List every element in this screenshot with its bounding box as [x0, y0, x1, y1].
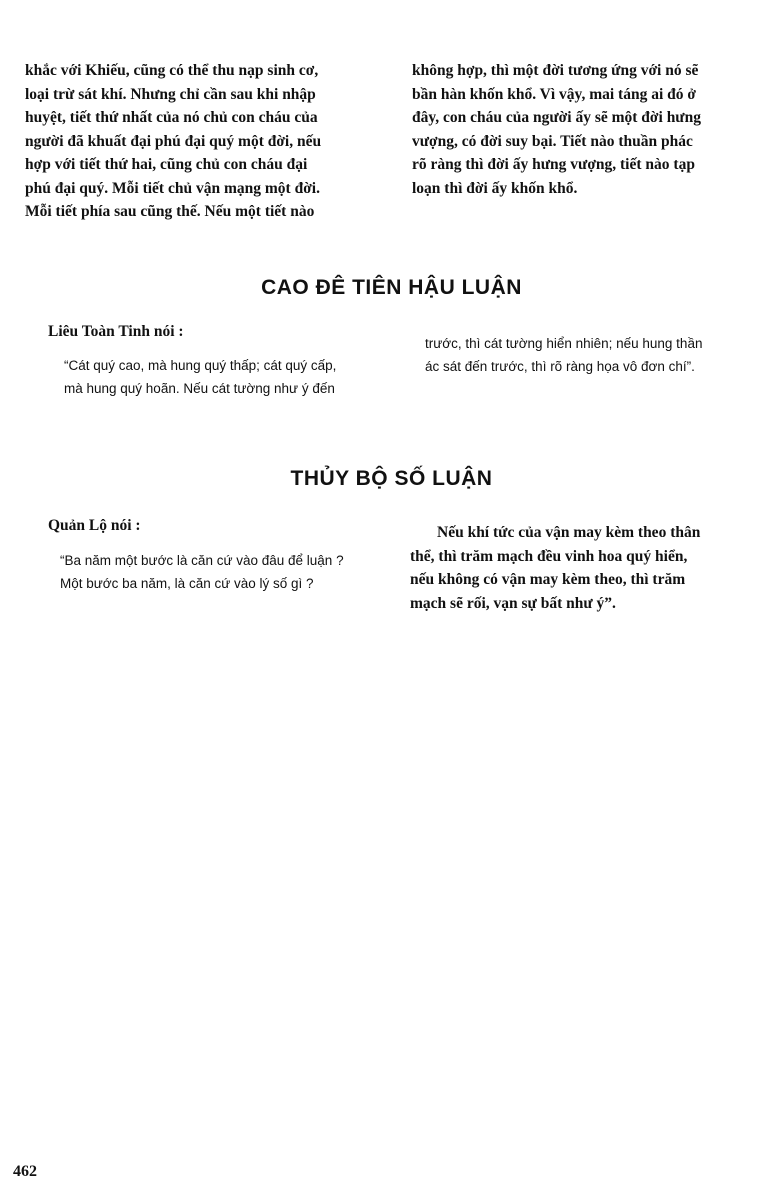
text-line: vượng, có đời suy bại. Tiết nào thuần phác: [412, 132, 693, 150]
text-line: “Cát quý cao, mà hung quý thấp; cát quý cấp,: [64, 358, 337, 373]
section-heading-cao-de-tien-hau-luan: CAO ĐÊ TIÊN HẬU LUẬN: [261, 276, 522, 299]
section2-left-quote: [60, 549, 400, 595]
text-line: đây, con cháu của người ấy sẽ một đời hưng: [412, 109, 701, 126]
text-line: khắc với Khiếu, cũng có thể thu nạp sinh cơ,: [25, 62, 319, 79]
section1-speaker: Liêu Toàn Tinh nói :: [48, 323, 184, 340]
text-line: loại trừ sát khí. Nhưng chỉ cần sau khi nhập: [25, 85, 316, 103]
text-line: Một bước ba năm, là căn cứ vào lý số gì ?: [60, 576, 314, 591]
text-line: Mỗi tiết phía sau cũng thế. Nếu một tiết nào: [25, 203, 315, 220]
text-line: hợp với tiết thứ hai, cũng chủ con cháu đại: [25, 156, 308, 173]
text-line: Nếu khí tức của vận may kèm theo thân: [437, 524, 701, 541]
section1-right-quote: [425, 332, 775, 378]
text-line: loạn thì đời ấy khốn khổ.: [412, 179, 578, 197]
text-line: rõ ràng thì đời ấy hưng vượng, tiết nào tạp: [412, 156, 695, 173]
text-line: nếu không có vận may kèm theo, thì trăm: [410, 571, 686, 588]
text-line: huyệt, tiết thứ nhất của nó chủ con cháu của: [25, 109, 318, 126]
section2-speaker: Quản Lộ nói :: [48, 517, 141, 534]
text-line: bần hàn khốn khổ. Vì vậy, mai táng ai đó ở: [412, 85, 696, 103]
top-left-column: [25, 59, 390, 224]
text-line: mạch sẽ rối, vạn sự bất như ý”.: [410, 594, 616, 612]
section-heading-thuy-bo-so-luan: THỦY BỘ SỐ LUẬN: [290, 467, 493, 490]
text-line: thể, thì trăm mạch đều vinh hoa quý hiển,: [410, 547, 688, 565]
text-line: không hợp, thì một đời tương ứng với nó sẽ: [412, 62, 699, 79]
section1-left-quote: [64, 354, 394, 400]
text-line: “Ba năm một bước là căn cứ vào đâu để luận ?: [60, 553, 344, 568]
text-line: trước, thì cát tường hiển nhiên; nếu hung thần: [425, 336, 703, 351]
text-line: ác sát đến trước, thì rõ ràng họa vô đơn chí”.: [425, 359, 695, 374]
text-line: người đã khuất đại phú đại quý một đời, nếu: [25, 132, 322, 150]
page-number: 462: [13, 1163, 37, 1180]
text-line: mà hung quý hoãn. Nếu cát tường như ý đến: [64, 381, 335, 396]
top-right-column: [412, 59, 772, 200]
text-line: phú đại quý. Mỗi tiết chủ vận mạng một đời.: [25, 179, 320, 197]
section2-right-column: [410, 521, 772, 615]
